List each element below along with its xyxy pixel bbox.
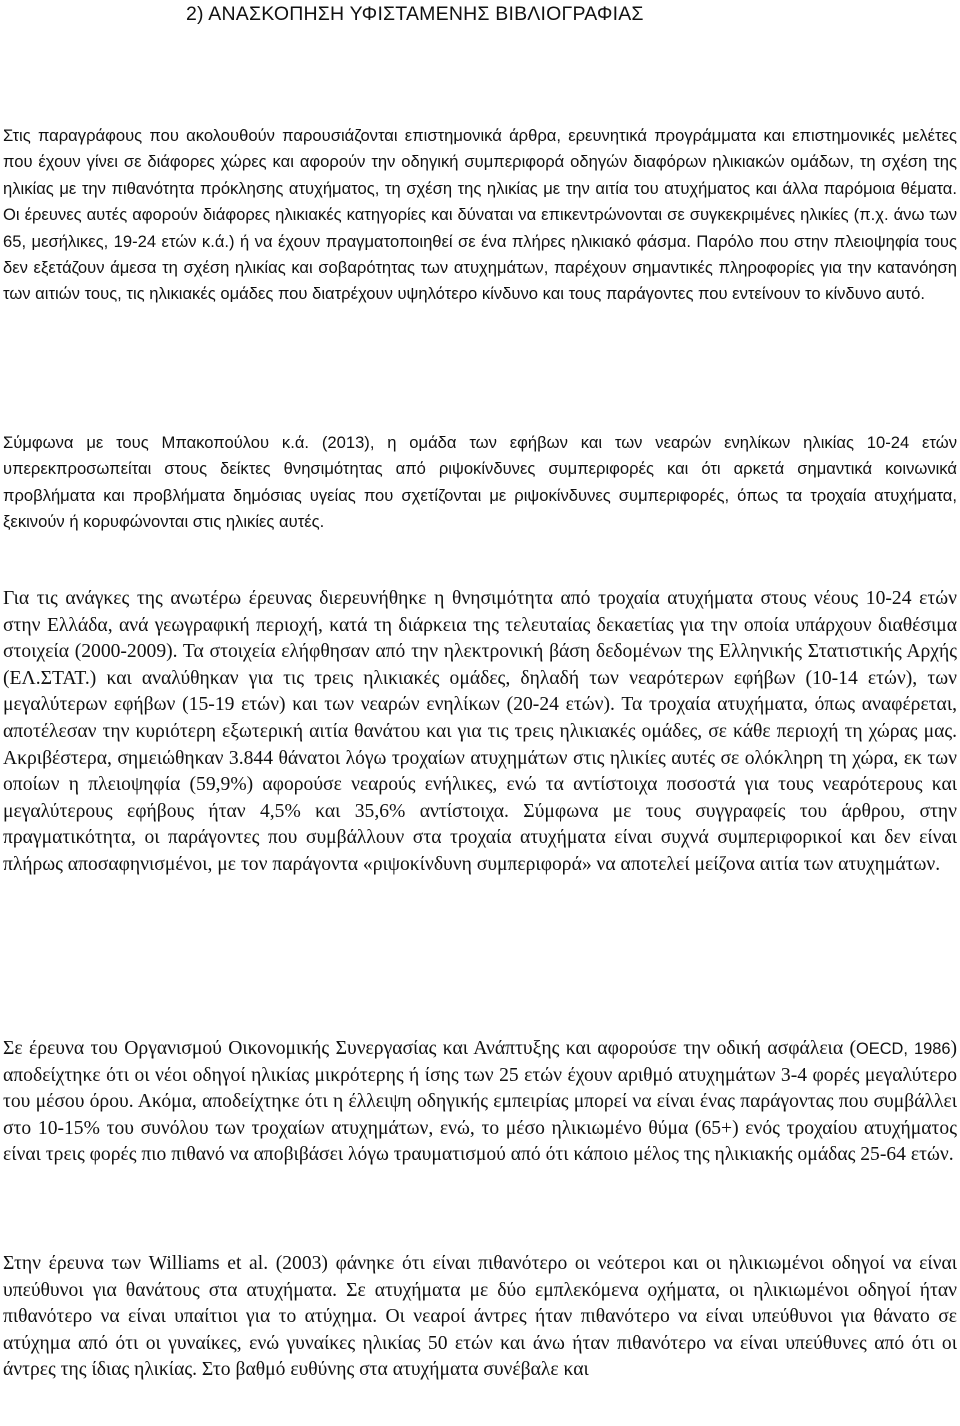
paragraph-oecd-text-end: ) αποδείχτηκε ότι οι νέοι οδηγοί ηλικίας μικρότερης ή ίσης των 25 ετών έχουν αριθμό ατυχημάτων 3-4 φορές μεγαλύτερο του μέσου όρου. Ακόμα, αποδείχτηκε ότι η έλλειψη οδηγικής εμπειρίας μπορεί να είναι ένας παράγοντας που συμβάλλει στο 10-15% του συνόλου των τροχαίων ατυχημάτων, ενώ, το μέσο ηλικιωμένο θύμα (65+) ενός τροχαίου ατυχήματος είναι τρεις φορές πιο πιθανό να αποβιβάσει λόγω τραυματισμού από ότι κάποιο μέλος της ηλικιακής ομάδας 25-64 ετών. <box>3 1038 957 1166</box>
paragraph-mortality-study: Για τις ανάγκες της ανωτέρω έρευνας διερευνήθηκε η θνησιμότητα από τροχαία ατυχήματα στους νέους 10-24 ετών στην Ελλάδα, ανά γεωγραφική περιοχή, κατά τη διάρκεια της τελευταίας δεκαετίας για την οποία υπάρχουν διαθέσιμα στοιχεία (2000-2009). Τα στοιχεία ελήφθησαν από την ηλεκτρονική βάση δεδομένων της Ελληνικής Στατιστικής Αρχής (ΕΛ.ΣΤΑΤ.) και αναλύθηκαν για τις τρεις ηλικιακές ομάδες, δηλαδή των νεαρότερων εφήβων (10-14 ετών), των μεγαλύτερων εφήβων (15-19 ετών) και των νεαρών ενηλίκων (20-24 ετών). Τα τροχαία ατυχήματα, όπως αναφέρεται, αποτέλεσαν την κυριότερη εξωτερική αιτία θανάτου και για τις τρεις ηλικιακές ομάδες, σε κάθε περιοχή τη χώρας μας. Ακριβέστερα, σημειώθηκαν 3.844 θάνατοι λόγω τροχαίων ατυχημάτων στις ηλικίες αυτές σε ολόκληρη τη χώρα, εκ των οποίων η πλειοψηφία (59,9%) αφορούσε νεαρούς ενήλικες, ενώ τα αντίστοιχα ποσοστά για τους νεαρότερους και μεγαλύτερους εφήβους ήταν 4,5% και 35,6% αντίστοιχα. Σύμφωνα με τους συγγραφείς του άρθρου, στην πραγματικότητα, οι παράγοντες που συμβάλλουν στα τροχαία ατυχήματα είναι συχνά συμπεριφορικοί και δεν είναι πλήρως αποσαφηνισμένοι, με τον παράγοντα «ριψοκίνδυνη συμπεριφορά» να αποτελεί μείζονα αιτία των ατυχημάτων. <box>3 588 957 875</box>
paragraph-bakopoulou: Σύμφωνα με τους Μπακοπούλου κ.ά. (2013), η ομάδα των εφήβων και των νεαρών ενηλίκων ηλικίας 10-24 ετών υπερεκπροσωπείται στους δείκτες θνησιμότητας από ριψοκίνδυνες συμπεριφορές και ότι αρκετά σημαντικά κοινωνικά προβλήματα και προβλήματα δημόσιας υγείας που σχετίζονται με ριψοκίνδυνες συμπεριφορές, όπως τα τροχαία ατυχήματα, ξεκινούν ή κορυφώνονται στις ηλικίες αυτές. <box>3 433 957 532</box>
citation-oecd: OECD, 1986 <box>856 1040 951 1058</box>
paragraph-intro: Στις παραγράφους που ακολουθούν παρουσιάζονται επιστημονικά άρθρα, ερευνητικά προγράμματα και επιστημονικές μελέτες που έχουν γίνει σε διάφορες χώρες και αφορούν την οδηγική συμπεριφορά οδηγών διαφόρων ηλικιακών ομάδων, τη σχέση της ηλικίας με την πιθανότητα πρόκλησης ατυχήματος, τη σχέση της ηλικίας με την αιτία του ατυχήματος και άλλα παρόμοια θέματα. Οι έρευνες αυτές αφορούν διάφορες ηλικιακές κατηγορίες και δύναται να επικεντρώνονται σε συγκεκριμένες ηλικίες (π.χ. άνω των 65, μεσήλικες, 19-24 ετών κ.ά.) ή να έχουν πραγματοποιηθεί σε ένα πλήρες ηλικιακό φάσμα. Παρόλο που στην πλειοψηφία τους δεν εξετάζουν άμεσα τη σχέση ηλικίας και σοβαρότητας των ατυχημάτων, παρέχουν σημαντικές πληροφορίες για την κατανόηση των αιτιών τους, τις ηλικιακές ομάδες που διατρέχουν υψηλότερο κίνδυνο και τους παράγοντες που εντείνουν το κίνδυνο αυτό. <box>3 126 957 304</box>
section-heading: 2) ΑΝΑΣΚΟΠΗΣΗ ΥΦΙΣΤΑΜΕΝΗΣ ΒΙΒΛΙΟΓΡΑΦΙΑΣ <box>186 3 644 25</box>
paragraph-oecd <box>3 1036 957 1169</box>
paragraph-williams: Στην έρευνα των Williams et al. (2003) φάνηκε ότι είναι πιθανότερο οι νεότεροι και οι ηλικιωμένοι οδηγοί να είναι υπεύθυνοι για θανάτους στα ατυχήματα. Σε ατυχήματα με δύο εμπλεκόμενα οχήματα, οι ηλικιωμένοι οδηγοί ήταν πιθανότερο να είναι υπαίτιοι για το ατύχημα. Οι νεαροί άντρες ήταν πιθανότερο να είναι υπεύθυνοι για θάνατο σε ατύχημα από ότι οι γυναίκες, ενώ γυναίκες ηλικίας 50 ετών και άνω ήταν πιθανότερο να είναι υπεύθυνες από ότι οι άντρες της ίδιας ηλικίας. Στο βαθμό ευθύνης στα ατυχήματα συνέβαλε και <box>3 1253 957 1381</box>
paragraph-oecd-text-start: Σε έρευνα του Οργανισμού Οικονομικής Συνεργασίας και Ανάπτυξης και αφορούσε την οδική ασφάλεια ( <box>3 1038 857 1059</box>
